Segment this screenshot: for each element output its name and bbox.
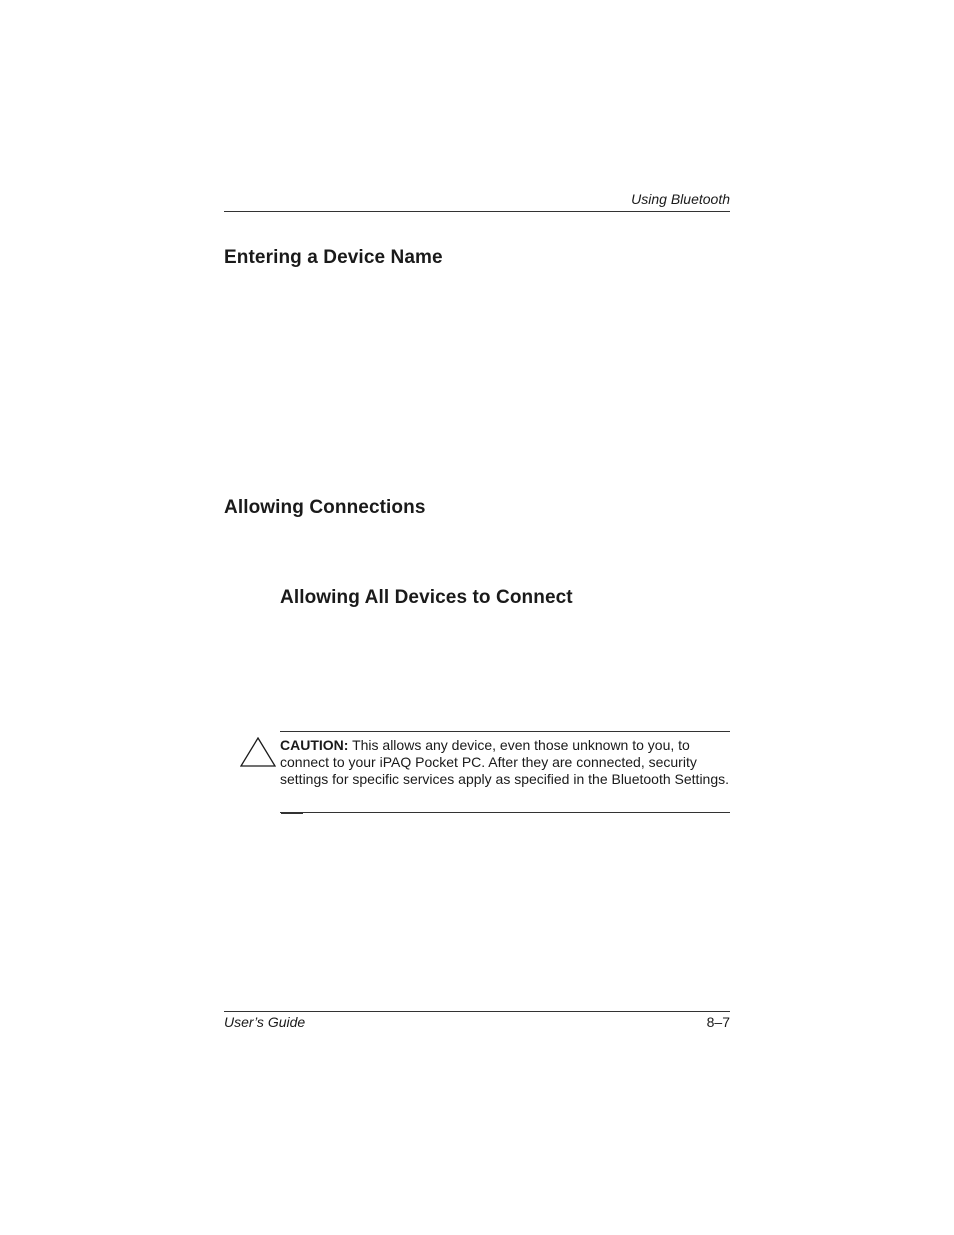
heading-allowing-all-devices: Allowing All Devices to Connect: [280, 587, 573, 608]
caution-end-mark: [281, 813, 303, 814]
running-header: Using Bluetooth: [631, 191, 730, 207]
heading-entering-device-name: Entering a Device Name: [224, 247, 443, 268]
caution-bottom-rule: [280, 812, 730, 813]
footer-page-number: 8–7: [706, 1014, 730, 1030]
caution-note: [280, 737, 730, 788]
caution-triangle-icon: [240, 737, 276, 767]
heading-allowing-connections: Allowing Connections: [224, 497, 426, 518]
footer-guide-title: User’s Guide: [224, 1014, 306, 1030]
footer-rule: [224, 1011, 730, 1012]
header-rule: [224, 211, 730, 212]
caution-top-rule: [280, 731, 730, 732]
caution-label: CAUTION:: [280, 737, 349, 753]
caution-body: This allows any device, even those unknown to you, to connect to your iPAQ Pocket PC. After they are connected, security settings for specific services apply as specified in the Bluetooth Settings.: [280, 737, 730, 787]
